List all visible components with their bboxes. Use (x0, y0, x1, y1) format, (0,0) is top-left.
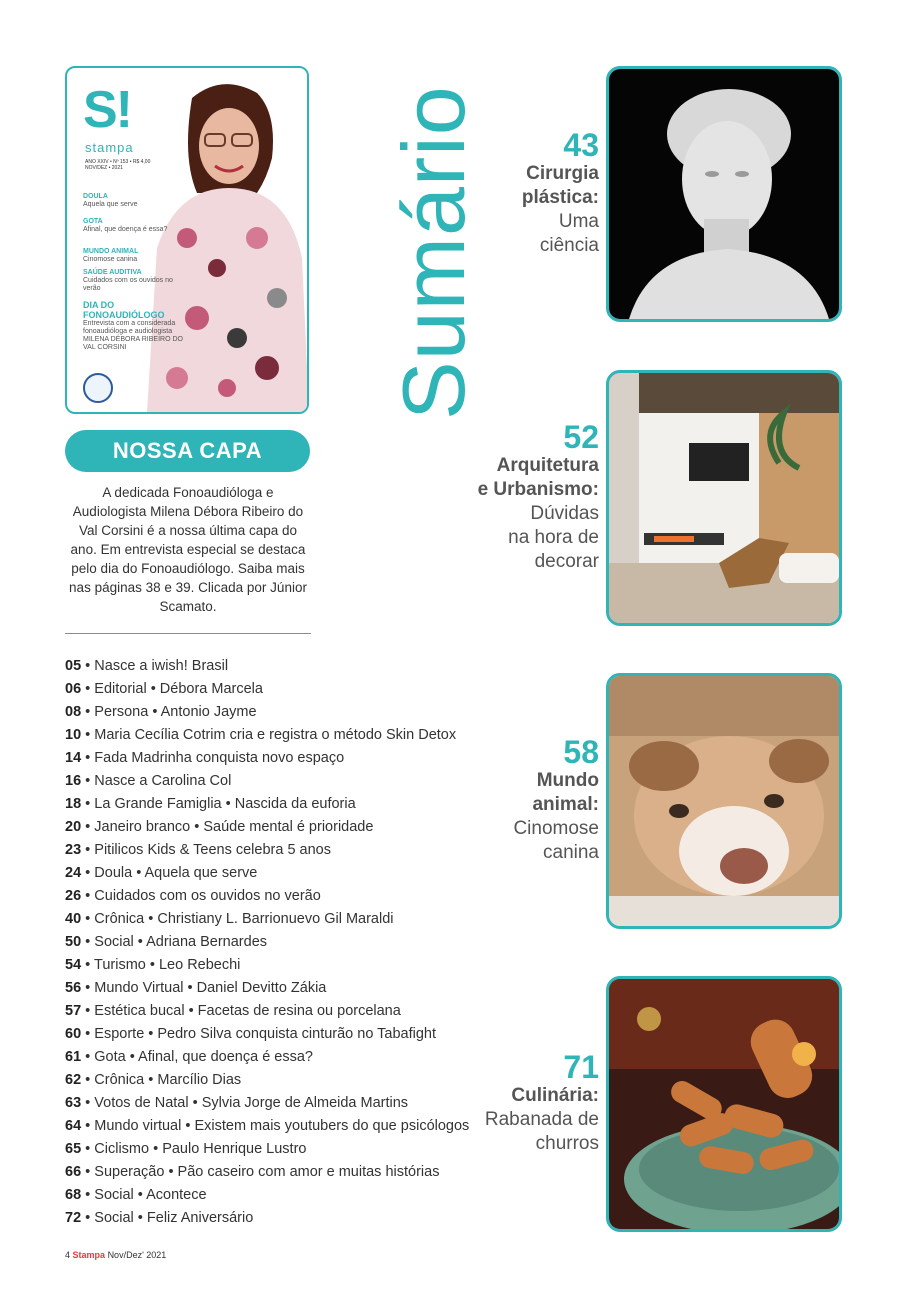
index-bullet: • (81, 819, 95, 835)
index-bullet: • (81, 1187, 95, 1203)
feature-item[interactable] (485, 1050, 599, 1156)
footer-brand: Stampa (72, 1250, 106, 1260)
index-bullet: • (81, 1003, 95, 1019)
feature-photo-statue[interactable] (606, 66, 842, 322)
index-page-number: 65 (65, 1141, 82, 1157)
index-page-number: 72 (65, 1210, 82, 1226)
index-row[interactable] (65, 885, 485, 908)
nossa-capa-text: A dedicada Fonoaudióloga e Audiologista Milena Débora Ribeiro do Val Corsini é a nossa última capa do ano. Em entrevista especial se destaca pelo dia do Fonoaudiólogo. Saiba mais nas páginas 38 e 39. Clicada por Júnior Scamato. (69, 485, 307, 614)
churros-image (609, 979, 839, 1229)
index-page-number: 60 (65, 1026, 82, 1042)
feature-page-number: 52 (563, 419, 599, 455)
feature-photo-dog[interactable] (606, 673, 842, 929)
index-page-number: 54 (65, 957, 82, 973)
feature-title: plástica: (521, 187, 599, 208)
index-row[interactable] (65, 1046, 485, 1069)
feature-subtitle: canina (543, 842, 599, 863)
index-bullet: • (81, 704, 95, 720)
feature-photo-churros[interactable] (606, 976, 842, 1232)
feature-subtitle: na hora de (508, 527, 599, 548)
index-page-number: 40 (65, 911, 82, 927)
cover-issue-info: ANO XXIV • Nº 153 • R$ 4,00 NOV/DEZ • 2021 (85, 159, 151, 171)
index-title: Crônica • Christiany L. Barrionuevo Gil Maraldi (94, 911, 394, 927)
index-page-number: 18 (65, 796, 82, 812)
index-title: Mundo Virtual • Daniel Devitto Zákia (94, 980, 327, 996)
feature-item[interactable] (478, 420, 599, 574)
index-bullet: • (81, 865, 95, 881)
index-bullet: • (81, 727, 95, 743)
index-page-number: 61 (65, 1049, 82, 1065)
statue-image (609, 69, 839, 319)
footer-page-number: 4 (65, 1250, 71, 1260)
index-title: Doula • Aquela que serve (94, 865, 258, 881)
index-title: Turismo • Leo Rebechi (94, 957, 241, 973)
index-bullet: • (81, 934, 95, 950)
feature-subtitle: Uma (558, 211, 599, 232)
index-bullet: • (81, 681, 95, 697)
index-bullet: • (81, 842, 95, 858)
index-title: Nasce a iwish! Brasil (94, 658, 229, 674)
feature-subtitle: churros (535, 1133, 599, 1154)
index-row[interactable] (65, 816, 485, 839)
index-bullet: • (81, 773, 95, 789)
index-page-number: 08 (65, 704, 82, 720)
index-row[interactable] (65, 1069, 485, 1092)
index-row[interactable] (65, 954, 485, 977)
index-title: Janeiro branco • Saúde mental é prioridade (94, 819, 374, 835)
index-title: Editorial • Débora Marcela (94, 681, 263, 697)
index-page-number: 10 (65, 727, 82, 743)
index-bullet: • (81, 658, 95, 674)
index-row[interactable] (65, 931, 485, 954)
feature-item[interactable] (513, 735, 599, 865)
cover-callout: SAÚDE AUDITIVA Cuidados com os ouvidos no verão (83, 269, 173, 292)
index-bullet: • (81, 1118, 95, 1134)
index-title: Esporte • Pedro Silva conquista cinturão no Tabafight (94, 1026, 437, 1042)
feature-title: animal: (532, 794, 599, 815)
index-bullet: • (81, 957, 95, 973)
index-title: Gota • Afinal, que doença é essa? (94, 1049, 313, 1065)
feature-photo-interior[interactable] (606, 370, 842, 626)
index-page-number: 20 (65, 819, 82, 835)
index-title: Estética bucal • Facetas de resina ou porcelana (94, 1003, 401, 1019)
index-title: Social • Adriana Bernardes (94, 934, 268, 950)
index-page-number: 06 (65, 681, 82, 697)
index-bullet: • (81, 1049, 95, 1065)
index-title: Nasce a Carolina Col (94, 773, 232, 789)
index-bullet: • (81, 980, 95, 996)
feature-title: Culinária: (511, 1085, 599, 1106)
index-page-number: 62 (65, 1072, 82, 1088)
feature-page-number: 58 (563, 734, 599, 770)
cover-callout: GOTA Afinal, que doença é essa? (83, 218, 168, 233)
page-footer (65, 1250, 166, 1260)
index-row[interactable] (65, 793, 485, 816)
index-title: Ciclismo • Paulo Henrique Lustro (94, 1141, 307, 1157)
nossa-capa-heading: NOSSA CAPA (65, 430, 310, 472)
feature-subtitle: ciência (539, 235, 599, 256)
index-title: Social • Acontece (94, 1187, 207, 1203)
feature-title: e Urbanismo: (477, 479, 599, 500)
index-page-number: 68 (65, 1187, 82, 1203)
index-title: Crônica • Marcílio Dias (94, 1072, 242, 1088)
index-row[interactable] (65, 1115, 485, 1138)
index-bullet: • (81, 750, 95, 766)
feature-title: Arquitetura (496, 455, 599, 476)
index-row[interactable] (65, 1184, 485, 1207)
index-page-number: 14 (65, 750, 82, 766)
index-page-number: 05 (65, 658, 82, 674)
index-row[interactable] (65, 678, 485, 701)
index-row[interactable] (65, 770, 485, 793)
feature-subtitle: decorar (534, 551, 599, 572)
feature-subtitle: Rabanada de (484, 1109, 599, 1130)
index-row[interactable] (65, 655, 485, 678)
index-row[interactable] (65, 1023, 485, 1046)
interior-image (609, 373, 839, 623)
index-row[interactable] (65, 1000, 485, 1023)
index-row[interactable] (65, 839, 485, 862)
index-page-number: 23 (65, 842, 82, 858)
index-bullet: • (81, 1141, 95, 1157)
index-page-number: 64 (65, 1118, 82, 1134)
index-title: Fada Madrinha conquista novo espaço (94, 750, 345, 766)
index-page-number: 57 (65, 1003, 82, 1019)
cover-callout: MUNDO ANIMAL Cinomose canina (83, 248, 139, 263)
index-row[interactable] (65, 977, 485, 1000)
index-title: Social • Feliz Aniversário (94, 1210, 254, 1226)
feature-item[interactable] (522, 128, 599, 258)
cover-highlight: DIA DO FONOAUDIÓLOGO Entrevista com a considerada fonoaudióloga e audiologista MILENA DÉBORA RIBEIRO DO VAL CORSINI (83, 300, 183, 351)
index-row[interactable] (65, 1138, 485, 1161)
index-bullet: • (81, 1026, 95, 1042)
index-bullet: • (81, 1072, 95, 1088)
index-row[interactable] (65, 724, 485, 747)
index-title: Cuidados com os ouvidos no verão (94, 888, 321, 904)
index-row[interactable] (65, 862, 485, 885)
index-page-number: 56 (65, 980, 82, 996)
cover-logo: S! (83, 81, 131, 139)
cover-callout: DOULA Aquela que serve (83, 193, 138, 208)
dog-image (609, 676, 839, 926)
feature-title: Cirurgia (526, 163, 599, 184)
index-page-number: 66 (65, 1164, 82, 1180)
feature-subtitle: Dúvidas (530, 503, 599, 524)
index-row[interactable] (65, 1161, 485, 1184)
index-page-number: 50 (65, 934, 82, 950)
index-bullet: • (81, 1164, 95, 1180)
index-row[interactable] (65, 701, 485, 724)
index-list (65, 655, 485, 1230)
index-bullet: • (81, 911, 95, 927)
divider (65, 633, 311, 634)
index-bullet: • (81, 796, 95, 812)
index-page-number: 26 (65, 888, 82, 904)
cover-thumbnail (65, 66, 309, 414)
index-title: Superação • Pão caseiro com amor e muitas histórias (94, 1164, 440, 1180)
feature-page-number: 71 (563, 1049, 599, 1085)
footer-edition: Nov/Dez' 2021 (107, 1250, 167, 1260)
index-page-number: 63 (65, 1095, 82, 1111)
index-title: Persona • Antonio Jayme (94, 704, 257, 720)
page-title: Sumário (384, 85, 483, 420)
index-row[interactable] (65, 1092, 485, 1115)
cover-logo-sub: stampa (85, 140, 134, 155)
index-bullet: • (81, 1210, 95, 1226)
index-row[interactable] (65, 908, 485, 931)
index-row[interactable] (65, 1207, 485, 1230)
feature-title: Mundo (536, 770, 599, 791)
index-bullet: • (81, 1095, 95, 1111)
index-title: Votos de Natal • Sylvia Jorge de Almeida Martins (94, 1095, 409, 1111)
index-page-number: 16 (65, 773, 82, 789)
cover-model-illustration (137, 68, 309, 412)
index-title: Maria Cecília Cotrim cria e registra o método Skin Detox (94, 727, 457, 743)
index-title: La Grande Famiglia • Nascida da euforia (94, 796, 356, 812)
index-row[interactable] (65, 747, 485, 770)
index-title: Mundo virtual • Existem mais youtubers do que psicólogos (94, 1118, 470, 1134)
feature-page-number: 43 (563, 127, 599, 163)
index-page-number: 24 (65, 865, 82, 881)
index-bullet: • (81, 888, 95, 904)
feature-subtitle: Cinomose (513, 818, 599, 839)
index-title: Pitilicos Kids & Teens celebra 5 anos (94, 842, 331, 858)
cover-seal-icon (83, 373, 113, 403)
